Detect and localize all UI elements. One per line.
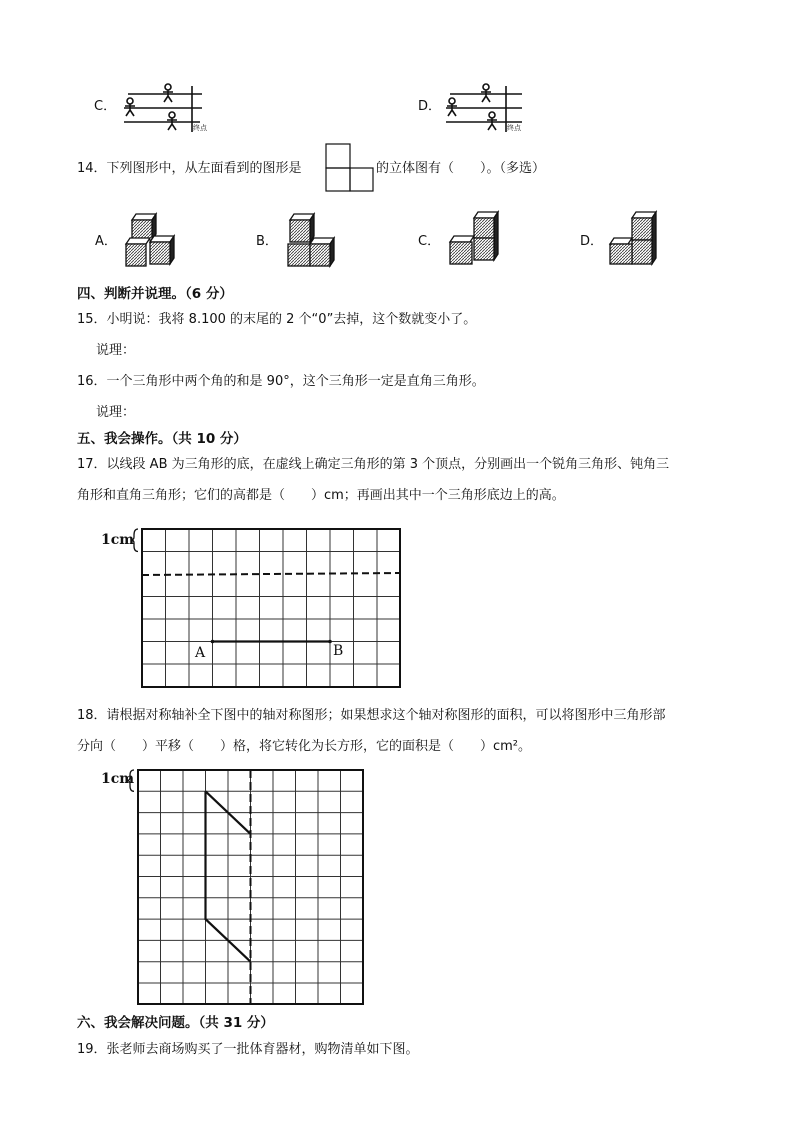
q14-option-c-label: C． [418, 234, 441, 249]
q14-option-c-cubes [446, 210, 506, 270]
q15-text: 15．小明说：我将 8.100 的末尾的 2 个“0”去掉，这个数就变小了。 [77, 312, 477, 327]
end-label-c: 终点 [193, 124, 207, 132]
grid-2-unit-label: 1cm [101, 771, 135, 787]
q18-line-2: 分向（ ）平移（ ）格，将它转化为长方形，它的面积是（ ）cm²。 [77, 739, 532, 754]
q14-option-d-cubes [604, 210, 664, 270]
section-4-title: 四、判断并说理。（6 分） [77, 286, 233, 302]
end-label-d: 终点 [507, 124, 521, 132]
q19-text: 19．张老师去商场购买了一批体育器材，购物清单如下图。 [77, 1042, 419, 1057]
left-view-shape [326, 144, 374, 192]
q13-option-d-figure [442, 82, 532, 134]
q14-option-b-cubes [282, 212, 342, 270]
section-6-title: 六、我会解决问题。（共 31 分） [77, 1015, 274, 1031]
point-a-label: A [195, 645, 206, 661]
point-b-label: B [333, 643, 344, 659]
grid-1 [138, 527, 404, 691]
q14-option-b-label: B． [256, 234, 278, 249]
q15-reason-label: 说理： [96, 343, 136, 358]
option-d-label: D． [418, 99, 442, 114]
q14-option-a-cubes [122, 212, 182, 270]
q16-text: 16．一个三角形中两个角的和是 90°，这个三角形一定是直角三角形。 [77, 374, 485, 389]
q14-option-d-label: D． [580, 234, 604, 249]
q16-reason-label: 说理： [96, 405, 136, 420]
q17-line-2: 角形和直角三角形；它们的高都是（ ）cm；再画出其中一个三角形底边上的高。 [77, 488, 565, 503]
q18-line-1: 18．请根据对称轴补全下图中的轴对称图形；如果想求这个轴对称图形的面积，可以将图形中三角形部 [77, 708, 666, 723]
grid-2 [134, 766, 368, 1008]
option-c-label: C． [94, 99, 117, 114]
q17-line-1: 17．以线段 AB 为三角形的底，在虚线上确定三角形的第 3 个顶点，分别画出一个锐角三角形、钝角三 [77, 457, 670, 472]
section-5-title: 五、我会操作。（共 10 分） [77, 431, 247, 447]
grid-1-unit-label: 1cm [101, 532, 135, 548]
q14-text-after: 的立体图有（ ）。（多选） [376, 161, 546, 176]
q14-option-a-label: A． [95, 234, 117, 249]
q14-text-before: 14．下列图形中，从左面看到的图形是 [77, 161, 302, 176]
q13-option-c-figure [120, 82, 210, 134]
